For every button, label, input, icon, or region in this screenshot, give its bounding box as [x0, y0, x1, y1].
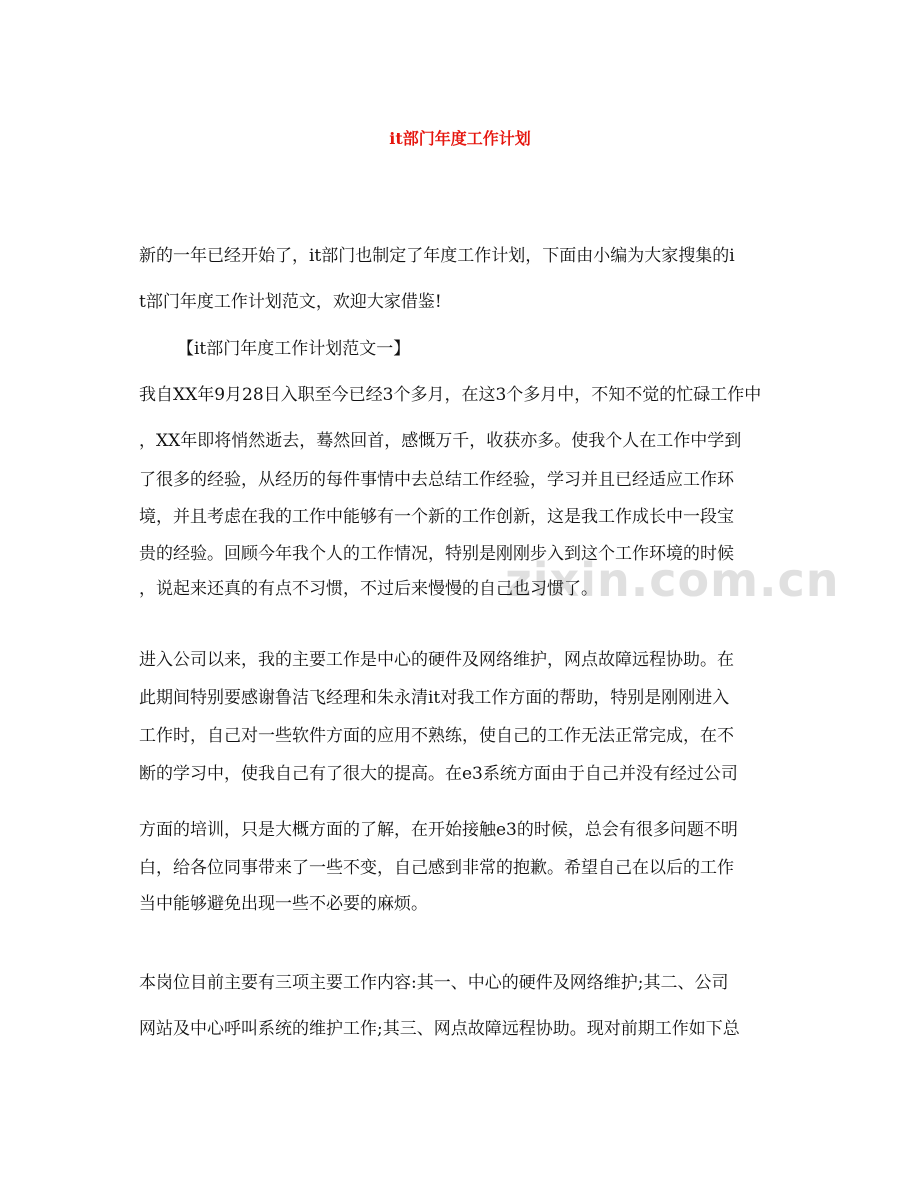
paragraph-line: 当中能够避免出现一些不必要的麻烦。 [139, 894, 428, 914]
paragraph-line: 白，给各位同事带来了一些不变，自己感到非常的抱歉。希望自己在以后的工作 [139, 858, 734, 878]
paragraph-line: 贵的经验。回顾今年我个人的工作情况，特别是刚刚步入到这个工作环境的时候 [139, 544, 734, 564]
paragraph-line: 此期间特别要感谢鲁洁飞经理和朱永清it对我工作方面的帮助，特别是刚刚进入 [139, 688, 730, 708]
paragraph-line: 工作时，自己对一些软件方面的应用不熟练，使自己的工作无法正常完成，在不 [139, 726, 734, 746]
paragraph-line: 我自XX年9月28日入职至今已经3个多月，在这3个多月中，不知不觉的忙碌工作中 [139, 385, 762, 405]
paragraph-line: 断的学习中，使我自己有了很大的提高。在e3系统方面由于自己并没有经过公司 [139, 764, 738, 784]
paragraph-line: 方面的培训，只是大概方面的了解，在开始接触e3的时候，总会有很多问题不明 [139, 820, 738, 840]
paragraph-line: 进入公司以来，我的主要工作是中心的硬件及网络维护，网点故障远程协助。在 [139, 650, 734, 670]
paragraph-line: 本岗位目前主要有三项主要工作内容:其一、中心的硬件及网络维护;其二、公司 [139, 973, 729, 993]
paragraph-line: 了很多的经验，从经历的每件事情中去总结工作经验，学习并且已经适应工作环 [139, 470, 734, 490]
paragraph-line: ，说起来还真的有点不习惯，不过后来慢慢的自己也习惯了。 [139, 579, 598, 599]
watermark: zixin.com.cn [505, 553, 840, 607]
document-title: it部门年度工作计划 [389, 129, 531, 148]
section-heading: 【it部门年度工作计划范文一】 [177, 339, 411, 359]
intro-line-1: 新的一年已经开始了，it部门也制定了年度工作计划，下面由小编为大家搜集的i [139, 246, 735, 266]
paragraph-line: 网站及中心呼叫系统的维护工作;其三、网点故障远程协助。现对前期工作如下总 [139, 1019, 740, 1039]
intro-line-2: t部门年度工作计划范文，欢迎大家借鉴! [139, 292, 442, 312]
paragraph-line: ，XX年即将悄然逝去，蓦然回首，感慨万千，收获亦多。使我个人在工作中学到 [139, 431, 742, 451]
paragraph-line: 境，并且考虑在我的工作中能够有一个新的工作创新，这是我工作成长中一段宝 [139, 507, 734, 527]
